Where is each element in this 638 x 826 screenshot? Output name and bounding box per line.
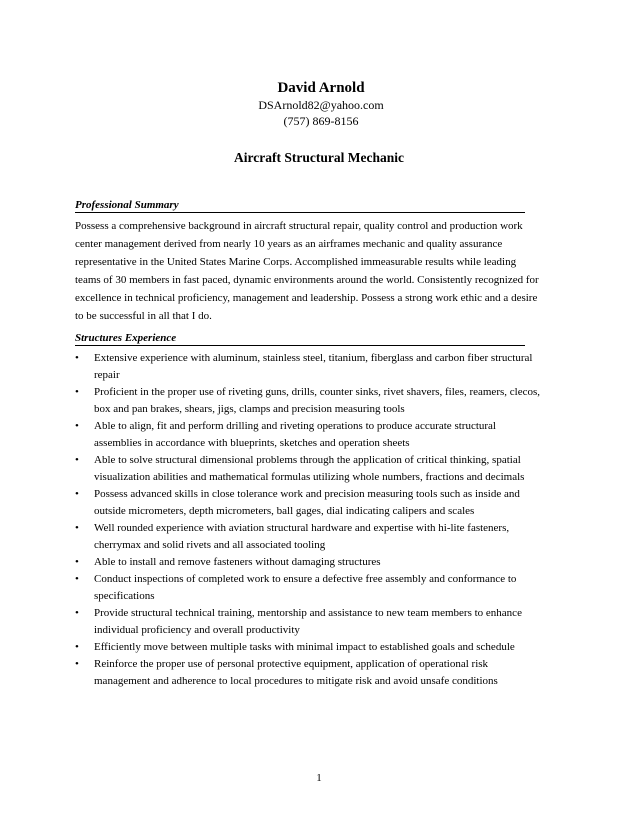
list-item xyxy=(75,571,575,605)
summary-line: representative in the United States Marine Corps. Accomplished immeasurable results while leading xyxy=(75,256,517,268)
section-heading-summary: Professional Summary xyxy=(75,198,525,213)
summary-line: excellence in technical proficiency, management and leadership. Possess a strong work ethic and a desire xyxy=(75,292,538,304)
list-item-text: Able to solve structural dimensional problems through the application of critical thinking, spatial xyxy=(94,454,521,466)
resume-header xyxy=(0,79,638,129)
list-item-text: specifications xyxy=(94,590,155,602)
list-item-text: Possess advanced skills in close tolerance work and precision measuring tools such as inside and xyxy=(94,488,520,500)
summary-line: center management derived from nearly 10 years as an airframes mechanic and quality assurance xyxy=(75,238,503,250)
bullet-icon: • xyxy=(75,522,79,534)
bullet-icon: • xyxy=(75,488,79,500)
list-item xyxy=(75,418,575,452)
list-item xyxy=(75,384,575,418)
list-item-text: Efficiently move between multiple tasks with minimal impact to established goals and schedule xyxy=(94,641,515,653)
summary-line: teams of 30 members in fast paced, dynamic environments around the world. Consistently recognized for xyxy=(75,274,539,286)
list-item-text: management and adherence to local procedures to mitigate risk and avoid unsafe conditions xyxy=(94,675,498,687)
bullet-icon: • xyxy=(75,352,79,364)
list-item-text: individual proficiency and overall productivity xyxy=(94,624,300,636)
applicant-phone: (757) 869-8156 xyxy=(283,114,359,128)
list-item-text: Conduct inspections of completed work to ensure a defective free assembly and conformance to xyxy=(94,573,517,585)
experience-list xyxy=(75,350,575,690)
page-number: 1 xyxy=(316,772,322,784)
list-item-text: Provide structural technical training, mentorship and assistance to new team members to enhance xyxy=(94,607,522,619)
list-item xyxy=(75,350,575,384)
list-item-text: visualization abilities and mathematical formulas utilizing whole numbers, fractions and decimals xyxy=(94,471,525,483)
bullet-icon: • xyxy=(75,556,79,568)
summary-text xyxy=(75,217,565,325)
list-item xyxy=(75,452,575,486)
list-item xyxy=(75,554,575,571)
list-item-text: Reinforce the proper use of personal protective equipment, application of operational risk xyxy=(94,658,489,670)
list-item xyxy=(75,605,575,639)
bullet-icon: • xyxy=(75,658,79,670)
applicant-email: DSArnold82@yahoo.com xyxy=(258,98,384,112)
bullet-icon: • xyxy=(75,420,79,432)
list-item xyxy=(75,656,575,690)
summary-line: Possess a comprehensive background in aircraft structural repair, quality control and production work xyxy=(75,220,523,232)
list-item xyxy=(75,520,575,554)
list-item-text: repair xyxy=(94,369,120,381)
section-heading-experience: Structures Experience xyxy=(75,331,525,346)
list-item-text: Extensive experience with aluminum, stainless steel, titanium, fiberglass and carbon fiber structural xyxy=(94,352,533,364)
list-item xyxy=(75,486,575,520)
job-title: Aircraft Structural Mechanic xyxy=(234,150,404,165)
list-item-text: Proficient in the proper use of riveting guns, drills, counter sinks, rivet shavers, files, reamers, clecos, xyxy=(94,386,540,398)
list-item-text: cherrymax and solid rivets and all associated tooling xyxy=(94,539,326,551)
list-item-text: Able to align, fit and perform drilling and riveting operations to produce accurate structural xyxy=(94,420,496,432)
list-item xyxy=(75,639,575,656)
bullet-icon: • xyxy=(75,573,79,585)
applicant-name: David Arnold xyxy=(277,80,365,96)
bullet-icon: • xyxy=(75,607,79,619)
list-item-text: assemblies in accordance with blueprints, sketches and operation sheets xyxy=(94,437,410,449)
summary-line: to be successful in all that I do. xyxy=(75,310,212,322)
bullet-icon: • xyxy=(75,454,79,466)
bullet-icon: • xyxy=(75,386,79,398)
list-item-text: Able to install and remove fasteners without damaging structures xyxy=(94,556,381,568)
bullet-icon: • xyxy=(75,641,79,653)
list-item-text: Well rounded experience with aviation structural hardware and expertise with hi-lite fasteners, xyxy=(94,522,510,534)
list-item-text: outside micrometers, depth micrometers, ball gages, dial indicating calipers and scales xyxy=(94,505,475,517)
list-item-text: box and pan brakes, shears, jigs, clamps and precision measuring tools xyxy=(94,403,405,415)
